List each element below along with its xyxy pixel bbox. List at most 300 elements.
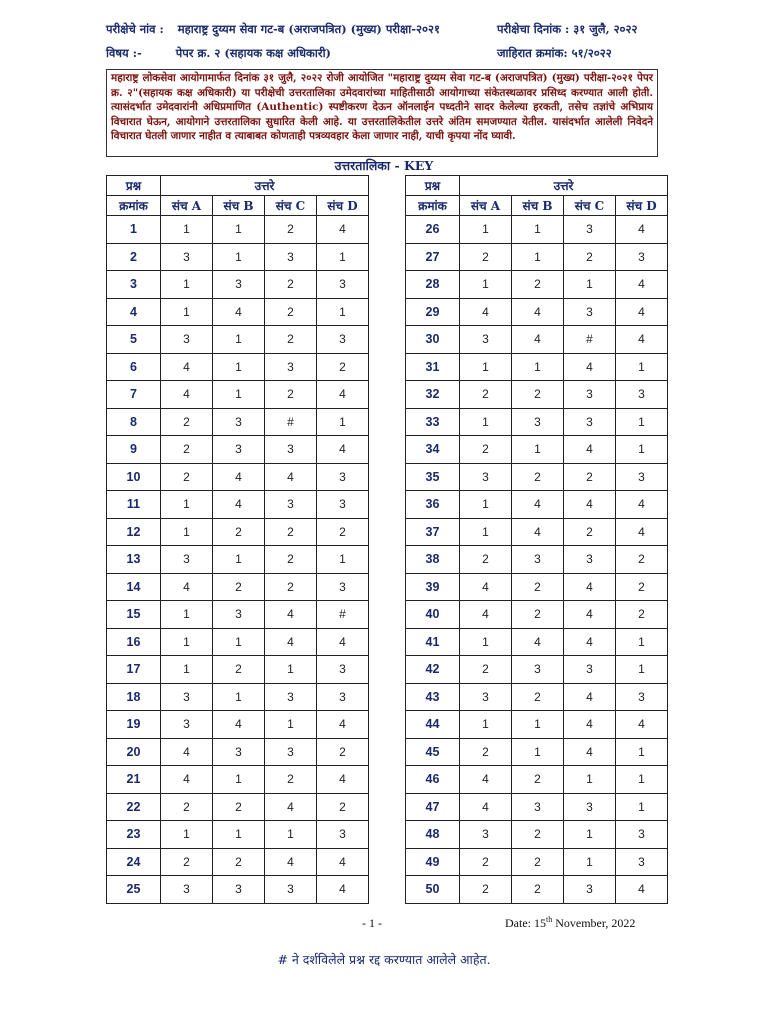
set-d-cell: 4 bbox=[317, 711, 369, 739]
set-b-cell: 2 bbox=[512, 271, 564, 299]
set-d-cell: 1 bbox=[616, 766, 668, 794]
question-number-cell: 30 bbox=[406, 326, 460, 354]
question-number-cell: 10 bbox=[107, 463, 161, 491]
question-number-cell: 6 bbox=[107, 353, 161, 381]
date-line bbox=[505, 915, 635, 931]
set-a-cell: 4 bbox=[161, 766, 213, 794]
set-c-cell: 4 bbox=[564, 491, 616, 519]
set-c-cell: 4 bbox=[564, 353, 616, 381]
table-row bbox=[406, 491, 668, 519]
set-d-cell: 1 bbox=[317, 298, 369, 326]
set-d-cell: 1 bbox=[616, 408, 668, 436]
set-b-cell: 2 bbox=[512, 601, 564, 629]
set-b-cell: 4 bbox=[512, 491, 564, 519]
set-d-cell: 1 bbox=[317, 546, 369, 574]
set-c-cell: 3 bbox=[265, 243, 317, 271]
set-a-cell: 2 bbox=[460, 243, 512, 271]
set-d-cell: 2 bbox=[616, 546, 668, 574]
set-a-cell: 3 bbox=[161, 546, 213, 574]
question-number-cell: 12 bbox=[107, 518, 161, 546]
question-number-cell: 7 bbox=[107, 381, 161, 409]
table-row bbox=[406, 766, 668, 794]
set-a-cell: 1 bbox=[161, 271, 213, 299]
set-c-cell: 3 bbox=[265, 738, 317, 766]
set-c-cell: 3 bbox=[564, 381, 616, 409]
question-number-cell: 20 bbox=[107, 738, 161, 766]
set-b-cell: 1 bbox=[213, 326, 265, 354]
table-row bbox=[406, 408, 668, 436]
set-c-cell: 1 bbox=[564, 271, 616, 299]
set-a-cell: 4 bbox=[460, 573, 512, 601]
set-b-cell: 1 bbox=[213, 683, 265, 711]
question-header: प्रश्न bbox=[406, 176, 460, 196]
notice-box: महाराष्ट्र लोकसेवा आयोगामार्फत दिनांक ३१ जुलै, २०२२ रोजी आयोजित "महाराष्ट्र दुय्यम सेवा गट-ब (अराजपत्रित) (मुख्य) परीक्षा-२०२१ पेपर क्र. २"(सहायक कक्ष अधिकारी) या परीक्षेची उत्तरतालिका उमेदवारांच्या माहितीसाठी आयोगाच्या संकेतस्थळावर प्रसिध्द करण्यात आली होती. त्यासंदर्भात उमेदवारांनी अधिप्रमाणित (Authentic) स्पष्टीकरण देऊन ऑनलाईन पध्दतीने सादर केलेल्या हरकती, तसेच तज्ञांचे अभिप्राय विचारात घेऊन, आयोगाने उत्तरतालिका सुधारित केली आहे. या उत्तरतालिकेतील उत्तरे अंतिम समजण्यात येतील. यासंदर्भात आलेली निवेदने विचारात घेतली जाणार नाहीत व त्याबाबत कोणताही पत्रव्यवहार केला जाणार नाही, याची कृपया नोंद घ्यावी. bbox=[106, 69, 658, 157]
set-a-cell: 4 bbox=[161, 381, 213, 409]
set-d-cell: 4 bbox=[616, 216, 668, 244]
page-number: - 1 - bbox=[362, 916, 382, 930]
set-d-cell: 1 bbox=[616, 656, 668, 684]
set-c-cell: 2 bbox=[265, 381, 317, 409]
set-b-cell: 4 bbox=[213, 298, 265, 326]
set-b-cell: 1 bbox=[213, 381, 265, 409]
set-b-cell: 4 bbox=[512, 326, 564, 354]
set-b-cell: 3 bbox=[213, 408, 265, 436]
set-c-cell: 3 bbox=[265, 353, 317, 381]
table-row bbox=[107, 876, 369, 904]
set-d-cell: 2 bbox=[317, 738, 369, 766]
set-b-cell: 1 bbox=[213, 546, 265, 574]
set-c-cell: 3 bbox=[265, 876, 317, 904]
set-c-cell: 1 bbox=[265, 711, 317, 739]
set-b-cell: 1 bbox=[512, 738, 564, 766]
set-a-cell: 1 bbox=[161, 821, 213, 849]
set-a-cell: 1 bbox=[161, 216, 213, 244]
set-a-cell: 4 bbox=[460, 298, 512, 326]
question-number-cell: 16 bbox=[107, 628, 161, 656]
question-number-cell: 41 bbox=[406, 628, 460, 656]
question-number-cell: 2 bbox=[107, 243, 161, 271]
set-a-header: संच A bbox=[460, 196, 512, 216]
set-d-cell: 3 bbox=[616, 463, 668, 491]
question-number-cell: 37 bbox=[406, 518, 460, 546]
set-a-cell: 2 bbox=[460, 436, 512, 464]
question-number-cell: 13 bbox=[107, 546, 161, 574]
table-row bbox=[406, 271, 668, 299]
answers-header: उत्तरे bbox=[161, 176, 369, 196]
table-row bbox=[107, 683, 369, 711]
set-b-cell: 2 bbox=[512, 683, 564, 711]
table-row bbox=[107, 821, 369, 849]
table-row bbox=[107, 848, 369, 876]
set-d-cell: 1 bbox=[317, 408, 369, 436]
set-c-cell: 2 bbox=[265, 573, 317, 601]
set-c-cell: 3 bbox=[564, 793, 616, 821]
question-number-cell: 21 bbox=[107, 766, 161, 794]
table-row bbox=[107, 381, 369, 409]
set-d-cell: 4 bbox=[616, 271, 668, 299]
set-d-cell: 4 bbox=[317, 436, 369, 464]
table-row bbox=[406, 793, 668, 821]
set-b-cell: 2 bbox=[213, 518, 265, 546]
set-b-cell: 2 bbox=[213, 573, 265, 601]
set-b-cell: 3 bbox=[213, 738, 265, 766]
set-a-cell: 3 bbox=[460, 821, 512, 849]
answer-table-left bbox=[106, 175, 369, 904]
question-number-cell: 47 bbox=[406, 793, 460, 821]
set-d-cell: 1 bbox=[616, 436, 668, 464]
key-title: उत्तरतालिका - KEY bbox=[334, 158, 434, 173]
set-b-cell: 2 bbox=[512, 381, 564, 409]
question-number-cell: 45 bbox=[406, 738, 460, 766]
set-d-cell: 3 bbox=[317, 491, 369, 519]
set-a-cell: 2 bbox=[460, 848, 512, 876]
set-a-cell: 1 bbox=[161, 518, 213, 546]
question-number-cell: 3 bbox=[107, 271, 161, 299]
set-c-cell: 2 bbox=[265, 298, 317, 326]
question-number-cell: 39 bbox=[406, 573, 460, 601]
table-row bbox=[107, 491, 369, 519]
question-number-header: क्रमांक bbox=[406, 196, 460, 216]
set-b-header: संच B bbox=[213, 196, 265, 216]
set-d-cell: 4 bbox=[616, 491, 668, 519]
question-number-cell: 24 bbox=[107, 848, 161, 876]
set-c-cell: # bbox=[564, 326, 616, 354]
set-c-cell: 4 bbox=[265, 848, 317, 876]
question-header: प्रश्न bbox=[107, 176, 161, 196]
table-row bbox=[107, 573, 369, 601]
table-row bbox=[406, 821, 668, 849]
set-b-cell: 3 bbox=[213, 876, 265, 904]
set-c-cell: 3 bbox=[564, 216, 616, 244]
set-b-cell: 1 bbox=[512, 353, 564, 381]
set-d-cell: 3 bbox=[616, 848, 668, 876]
question-number-cell: 33 bbox=[406, 408, 460, 436]
set-c-cell: 3 bbox=[564, 546, 616, 574]
set-a-cell: 2 bbox=[460, 738, 512, 766]
table-row bbox=[406, 711, 668, 739]
set-d-cell: 4 bbox=[317, 628, 369, 656]
set-c-cell: 2 bbox=[265, 326, 317, 354]
set-d-cell: 3 bbox=[317, 656, 369, 684]
set-b-cell: 2 bbox=[512, 463, 564, 491]
set-b-cell: 2 bbox=[512, 821, 564, 849]
set-c-cell: 2 bbox=[265, 518, 317, 546]
set-d-cell: 2 bbox=[317, 793, 369, 821]
set-b-cell: 1 bbox=[213, 821, 265, 849]
set-c-cell: 4 bbox=[265, 628, 317, 656]
table-row bbox=[406, 573, 668, 601]
cancelled-questions-note: # ने दर्शविलेले प्रश्न रद्द करण्यात आलेले आहेत. bbox=[277, 952, 491, 967]
set-a-cell: 2 bbox=[161, 436, 213, 464]
set-d-cell: 4 bbox=[317, 876, 369, 904]
question-number-cell: 48 bbox=[406, 821, 460, 849]
set-c-cell: 2 bbox=[265, 271, 317, 299]
set-a-cell: 4 bbox=[460, 766, 512, 794]
table-row bbox=[406, 876, 668, 904]
question-number-cell: 27 bbox=[406, 243, 460, 271]
set-b-cell: 2 bbox=[213, 848, 265, 876]
set-c-cell: 2 bbox=[564, 243, 616, 271]
table-row bbox=[107, 463, 369, 491]
set-a-header: संच A bbox=[161, 196, 213, 216]
table-row bbox=[107, 298, 369, 326]
question-number-cell: 4 bbox=[107, 298, 161, 326]
set-d-cell: 2 bbox=[616, 601, 668, 629]
set-d-cell: 3 bbox=[317, 573, 369, 601]
set-a-cell: 1 bbox=[161, 656, 213, 684]
set-a-cell: 1 bbox=[161, 628, 213, 656]
set-a-cell: 3 bbox=[161, 326, 213, 354]
set-c-cell: 1 bbox=[564, 821, 616, 849]
set-b-cell: 1 bbox=[512, 216, 564, 244]
question-number-cell: 49 bbox=[406, 848, 460, 876]
set-b-cell: 1 bbox=[512, 711, 564, 739]
question-number-cell: 50 bbox=[406, 876, 460, 904]
table-row bbox=[406, 628, 668, 656]
set-d-cell: 4 bbox=[616, 518, 668, 546]
table-row bbox=[107, 656, 369, 684]
table-row bbox=[107, 711, 369, 739]
exam-name: महाराष्ट्र दुय्यम सेवा गट-ब (अराजपत्रित) (मुख्य) परीक्षा-२०२१ bbox=[177, 22, 440, 36]
question-number-cell: 22 bbox=[107, 793, 161, 821]
answer-table-right bbox=[405, 175, 668, 904]
set-c-cell: 4 bbox=[564, 738, 616, 766]
set-d-cell: 4 bbox=[616, 876, 668, 904]
set-b-cell: 1 bbox=[213, 353, 265, 381]
set-d-cell: 4 bbox=[616, 326, 668, 354]
question-number-cell: 23 bbox=[107, 821, 161, 849]
set-a-cell: 2 bbox=[161, 463, 213, 491]
exam-name-line bbox=[106, 22, 440, 37]
set-d-cell: 1 bbox=[616, 738, 668, 766]
table-row bbox=[107, 271, 369, 299]
set-b-cell: 4 bbox=[512, 628, 564, 656]
table-row bbox=[406, 353, 668, 381]
table-row bbox=[406, 518, 668, 546]
set-c-cell: 4 bbox=[265, 463, 317, 491]
set-a-cell: 2 bbox=[161, 848, 213, 876]
set-a-cell: 1 bbox=[460, 491, 512, 519]
set-c-cell: 4 bbox=[265, 793, 317, 821]
set-c-cell: 4 bbox=[564, 601, 616, 629]
table-row bbox=[107, 628, 369, 656]
set-a-cell: 4 bbox=[460, 601, 512, 629]
set-d-cell: 1 bbox=[616, 793, 668, 821]
set-b-cell: 2 bbox=[512, 876, 564, 904]
set-b-cell: 3 bbox=[512, 793, 564, 821]
set-d-cell: 3 bbox=[616, 381, 668, 409]
set-c-cell: 2 bbox=[265, 216, 317, 244]
set-b-cell: 4 bbox=[512, 518, 564, 546]
set-a-cell: 4 bbox=[161, 573, 213, 601]
set-c-cell: 1 bbox=[564, 848, 616, 876]
question-number-cell: 17 bbox=[107, 656, 161, 684]
answer-rows-left bbox=[107, 216, 369, 904]
set-a-cell: 1 bbox=[460, 216, 512, 244]
set-b-cell: 2 bbox=[213, 656, 265, 684]
question-number-cell: 38 bbox=[406, 546, 460, 574]
question-number-cell: 43 bbox=[406, 683, 460, 711]
set-d-header: संच D bbox=[317, 196, 369, 216]
set-d-cell: 4 bbox=[317, 381, 369, 409]
set-c-header: संच C bbox=[265, 196, 317, 216]
set-a-cell: 2 bbox=[161, 408, 213, 436]
table-row bbox=[406, 546, 668, 574]
set-d-cell: 2 bbox=[317, 353, 369, 381]
set-a-cell: 3 bbox=[161, 243, 213, 271]
table-row bbox=[406, 848, 668, 876]
table-row bbox=[107, 436, 369, 464]
set-b-cell: 1 bbox=[213, 216, 265, 244]
question-number-cell: 29 bbox=[406, 298, 460, 326]
set-b-cell: 3 bbox=[512, 656, 564, 684]
set-c-cell: 2 bbox=[265, 546, 317, 574]
exam-name-label: परीक्षेचे नांव : bbox=[106, 22, 164, 36]
set-a-cell: 1 bbox=[460, 711, 512, 739]
set-a-cell: 1 bbox=[161, 491, 213, 519]
set-a-cell: 2 bbox=[460, 876, 512, 904]
question-number-cell: 44 bbox=[406, 711, 460, 739]
set-d-cell: 3 bbox=[317, 821, 369, 849]
set-a-cell: 1 bbox=[460, 271, 512, 299]
advertisement-number: जाहिरात क्रमांक: ५१/२०२२ bbox=[497, 46, 612, 60]
set-d-cell: 4 bbox=[616, 711, 668, 739]
set-d-cell: 4 bbox=[616, 298, 668, 326]
set-c-cell: 4 bbox=[564, 628, 616, 656]
answer-rows-right bbox=[406, 216, 668, 904]
set-c-cell: 4 bbox=[564, 683, 616, 711]
set-c-cell: 3 bbox=[265, 683, 317, 711]
question-number-cell: 34 bbox=[406, 436, 460, 464]
set-c-cell: # bbox=[265, 408, 317, 436]
date-text: Date: 15 bbox=[505, 916, 546, 930]
table-row bbox=[406, 243, 668, 271]
set-b-cell: 4 bbox=[213, 711, 265, 739]
set-d-cell: 3 bbox=[317, 463, 369, 491]
set-d-header: संच D bbox=[616, 196, 668, 216]
question-number-cell: 14 bbox=[107, 573, 161, 601]
set-c-cell: 4 bbox=[564, 711, 616, 739]
set-d-cell: 3 bbox=[317, 683, 369, 711]
table-row bbox=[406, 381, 668, 409]
set-a-cell: 3 bbox=[161, 711, 213, 739]
set-a-cell: 4 bbox=[460, 793, 512, 821]
table-row bbox=[107, 766, 369, 794]
set-a-cell: 1 bbox=[460, 628, 512, 656]
table-row bbox=[406, 683, 668, 711]
set-d-cell: 3 bbox=[616, 243, 668, 271]
set-c-cell: 1 bbox=[265, 821, 317, 849]
set-d-cell: 2 bbox=[317, 518, 369, 546]
question-number-cell: 26 bbox=[406, 216, 460, 244]
set-d-cell: 4 bbox=[317, 766, 369, 794]
table-row bbox=[406, 738, 668, 766]
set-c-cell: 2 bbox=[265, 766, 317, 794]
set-c-cell: 3 bbox=[564, 408, 616, 436]
set-b-cell: 4 bbox=[213, 463, 265, 491]
set-a-cell: 2 bbox=[460, 546, 512, 574]
table-row bbox=[406, 463, 668, 491]
question-number-cell: 46 bbox=[406, 766, 460, 794]
question-number-cell: 9 bbox=[107, 436, 161, 464]
set-c-header: संच C bbox=[564, 196, 616, 216]
date-month-year: November, 2022 bbox=[552, 916, 636, 930]
set-d-cell: 3 bbox=[317, 326, 369, 354]
question-number-cell: 1 bbox=[107, 216, 161, 244]
question-number-cell: 8 bbox=[107, 408, 161, 436]
set-d-cell: 1 bbox=[317, 243, 369, 271]
table-row bbox=[107, 353, 369, 381]
question-number-cell: 18 bbox=[107, 683, 161, 711]
set-c-cell: 4 bbox=[564, 573, 616, 601]
set-c-cell: 1 bbox=[564, 766, 616, 794]
set-a-cell: 1 bbox=[161, 298, 213, 326]
set-d-cell: 4 bbox=[317, 216, 369, 244]
table-row bbox=[107, 738, 369, 766]
set-d-cell: 1 bbox=[616, 628, 668, 656]
set-b-cell: 1 bbox=[512, 243, 564, 271]
set-c-cell: 3 bbox=[564, 656, 616, 684]
set-a-cell: 1 bbox=[460, 353, 512, 381]
set-d-cell: 4 bbox=[317, 848, 369, 876]
set-b-cell: 1 bbox=[512, 436, 564, 464]
set-c-cell: 3 bbox=[564, 876, 616, 904]
set-b-cell: 1 bbox=[213, 628, 265, 656]
question-number-cell: 5 bbox=[107, 326, 161, 354]
answers-header: उत्तरे bbox=[460, 176, 668, 196]
table-row bbox=[107, 408, 369, 436]
set-b-cell: 3 bbox=[213, 271, 265, 299]
table-row bbox=[406, 656, 668, 684]
set-b-cell: 3 bbox=[213, 601, 265, 629]
question-number-cell: 35 bbox=[406, 463, 460, 491]
table-row bbox=[107, 326, 369, 354]
set-a-cell: 3 bbox=[460, 683, 512, 711]
set-b-cell: 3 bbox=[512, 408, 564, 436]
set-b-header: संच B bbox=[512, 196, 564, 216]
table-row bbox=[406, 216, 668, 244]
set-d-cell: # bbox=[317, 601, 369, 629]
table-row bbox=[406, 436, 668, 464]
table-row bbox=[107, 601, 369, 629]
question-number-cell: 11 bbox=[107, 491, 161, 519]
set-c-cell: 4 bbox=[564, 436, 616, 464]
subject-label: विषय :- bbox=[106, 46, 142, 60]
table-row bbox=[107, 546, 369, 574]
set-b-cell: 2 bbox=[512, 766, 564, 794]
set-c-cell: 2 bbox=[564, 463, 616, 491]
question-number-cell: 19 bbox=[107, 711, 161, 739]
set-a-cell: 4 bbox=[161, 353, 213, 381]
set-d-cell: 3 bbox=[616, 821, 668, 849]
set-a-cell: 1 bbox=[460, 408, 512, 436]
subject: पेपर क्र. २ (सहायक कक्ष अधिकारी) bbox=[175, 46, 331, 60]
question-number-cell: 15 bbox=[107, 601, 161, 629]
set-a-cell: 3 bbox=[161, 683, 213, 711]
question-number-cell: 31 bbox=[406, 353, 460, 381]
table-row bbox=[107, 793, 369, 821]
set-d-cell: 3 bbox=[317, 271, 369, 299]
set-a-cell: 1 bbox=[460, 518, 512, 546]
set-d-cell: 1 bbox=[616, 353, 668, 381]
set-d-cell: 3 bbox=[616, 683, 668, 711]
set-a-cell: 2 bbox=[460, 381, 512, 409]
question-number-cell: 36 bbox=[406, 491, 460, 519]
set-a-cell: 4 bbox=[161, 738, 213, 766]
question-number-cell: 28 bbox=[406, 271, 460, 299]
question-number-cell: 25 bbox=[107, 876, 161, 904]
set-a-cell: 3 bbox=[460, 463, 512, 491]
